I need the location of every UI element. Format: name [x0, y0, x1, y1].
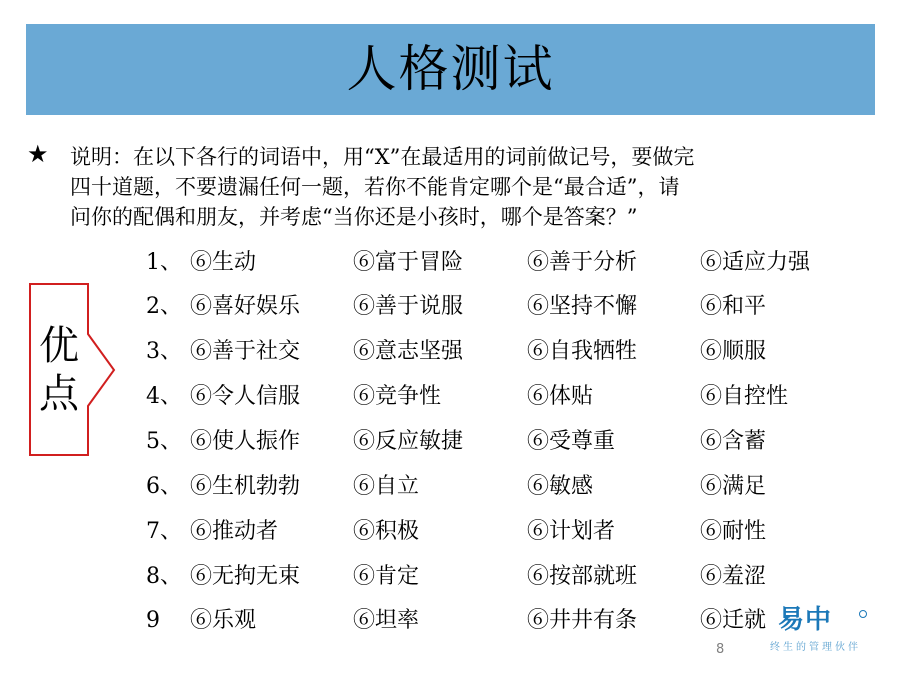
table-row: [0, 606, 900, 646]
option-4[interactable]: ⑥耐性: [700, 519, 767, 544]
page-number: 8: [716, 642, 725, 657]
logo-name: 易中: [778, 605, 833, 635]
side-label-line-1: 优: [39, 323, 79, 369]
registered-mark-icon: [859, 610, 867, 618]
option-3[interactable]: ⑥自我牺牲: [527, 339, 638, 364]
star-bullet-icon: ★: [27, 140, 49, 168]
table-row: [0, 472, 900, 512]
instruction-line-2: 四十道题，不要遗漏任何一题，若你不能肯定哪个是“最合适”，请: [70, 175, 680, 199]
instruction-line-3: 问你的配偶和朋友，并考虑“当你还是小孩时，哪个是答案？”: [70, 205, 638, 229]
option-1[interactable]: ⑥喜好娱乐: [190, 294, 301, 319]
option-1[interactable]: ⑥生动: [190, 250, 257, 275]
option-3[interactable]: ⑥体贴: [527, 384, 594, 409]
option-3[interactable]: ⑥善于分析: [527, 250, 638, 275]
option-4[interactable]: ⑥羞涩: [700, 564, 767, 589]
option-1[interactable]: ⑥使人振作: [190, 429, 301, 454]
option-2[interactable]: ⑥善于说服: [353, 294, 464, 319]
option-1[interactable]: ⑥无拘无束: [190, 564, 301, 589]
table-row: [0, 427, 900, 467]
option-2[interactable]: ⑥竞争性: [353, 384, 442, 409]
option-2[interactable]: ⑥自立: [353, 474, 420, 499]
option-4[interactable]: ⑥自控性: [700, 384, 789, 409]
table-row: [0, 248, 900, 288]
option-4[interactable]: ⑥满足: [700, 474, 767, 499]
option-1[interactable]: ⑥善于社交: [190, 339, 301, 364]
row-number: 4、: [146, 384, 182, 409]
option-3[interactable]: ⑥计划者: [527, 519, 616, 544]
option-2[interactable]: ⑥反应敏捷: [353, 429, 464, 454]
option-2[interactable]: ⑥富于冒险: [353, 250, 464, 275]
option-2[interactable]: ⑥坦率: [353, 608, 420, 633]
option-4[interactable]: ⑥和平: [700, 294, 767, 319]
company-logo: [770, 604, 878, 664]
side-label-line-2: 点: [39, 371, 79, 417]
option-2[interactable]: ⑥积极: [353, 519, 420, 544]
option-4[interactable]: ⑥迁就: [700, 608, 767, 633]
option-3[interactable]: ⑥受尊重: [527, 429, 616, 454]
option-4[interactable]: ⑥顺服: [700, 339, 767, 364]
option-4[interactable]: ⑥适应力强: [700, 250, 811, 275]
option-1[interactable]: ⑥令人信服: [190, 384, 301, 409]
row-number: 8、: [146, 564, 182, 589]
option-2[interactable]: ⑥肯定: [353, 564, 420, 589]
option-4[interactable]: ⑥含蓄: [700, 429, 767, 454]
row-number: 7、: [146, 519, 182, 544]
row-number: 3、: [146, 339, 182, 364]
option-1[interactable]: ⑥推动者: [190, 519, 279, 544]
title-banner: [26, 24, 875, 115]
table-row: [0, 382, 900, 422]
table-row: [0, 337, 900, 377]
logo-tagline: 终生的管理伙伴: [770, 642, 861, 653]
slide-title: 人格测试: [346, 40, 555, 98]
row-number: 1、: [146, 250, 182, 275]
instruction-line-1: 说明：在以下各行的词语中，用“X”在最适用的词前做记号，要做完: [70, 145, 695, 169]
row-number: 5、: [146, 429, 182, 454]
option-3[interactable]: ⑥井井有条: [527, 608, 638, 633]
table-row: [0, 562, 900, 602]
option-3[interactable]: ⑥按部就班: [527, 564, 638, 589]
table-row: [0, 517, 900, 557]
option-2[interactable]: ⑥意志坚强: [353, 339, 464, 364]
option-1[interactable]: ⑥乐观: [190, 608, 257, 633]
row-number: 9: [146, 608, 160, 633]
row-number: 6、: [146, 474, 182, 499]
table-row: [0, 292, 900, 332]
option-1[interactable]: ⑥生机勃勃: [190, 474, 301, 499]
option-3[interactable]: ⑥坚持不懈: [527, 294, 638, 319]
option-3[interactable]: ⑥敏感: [527, 474, 594, 499]
row-number: 2、: [146, 294, 182, 319]
